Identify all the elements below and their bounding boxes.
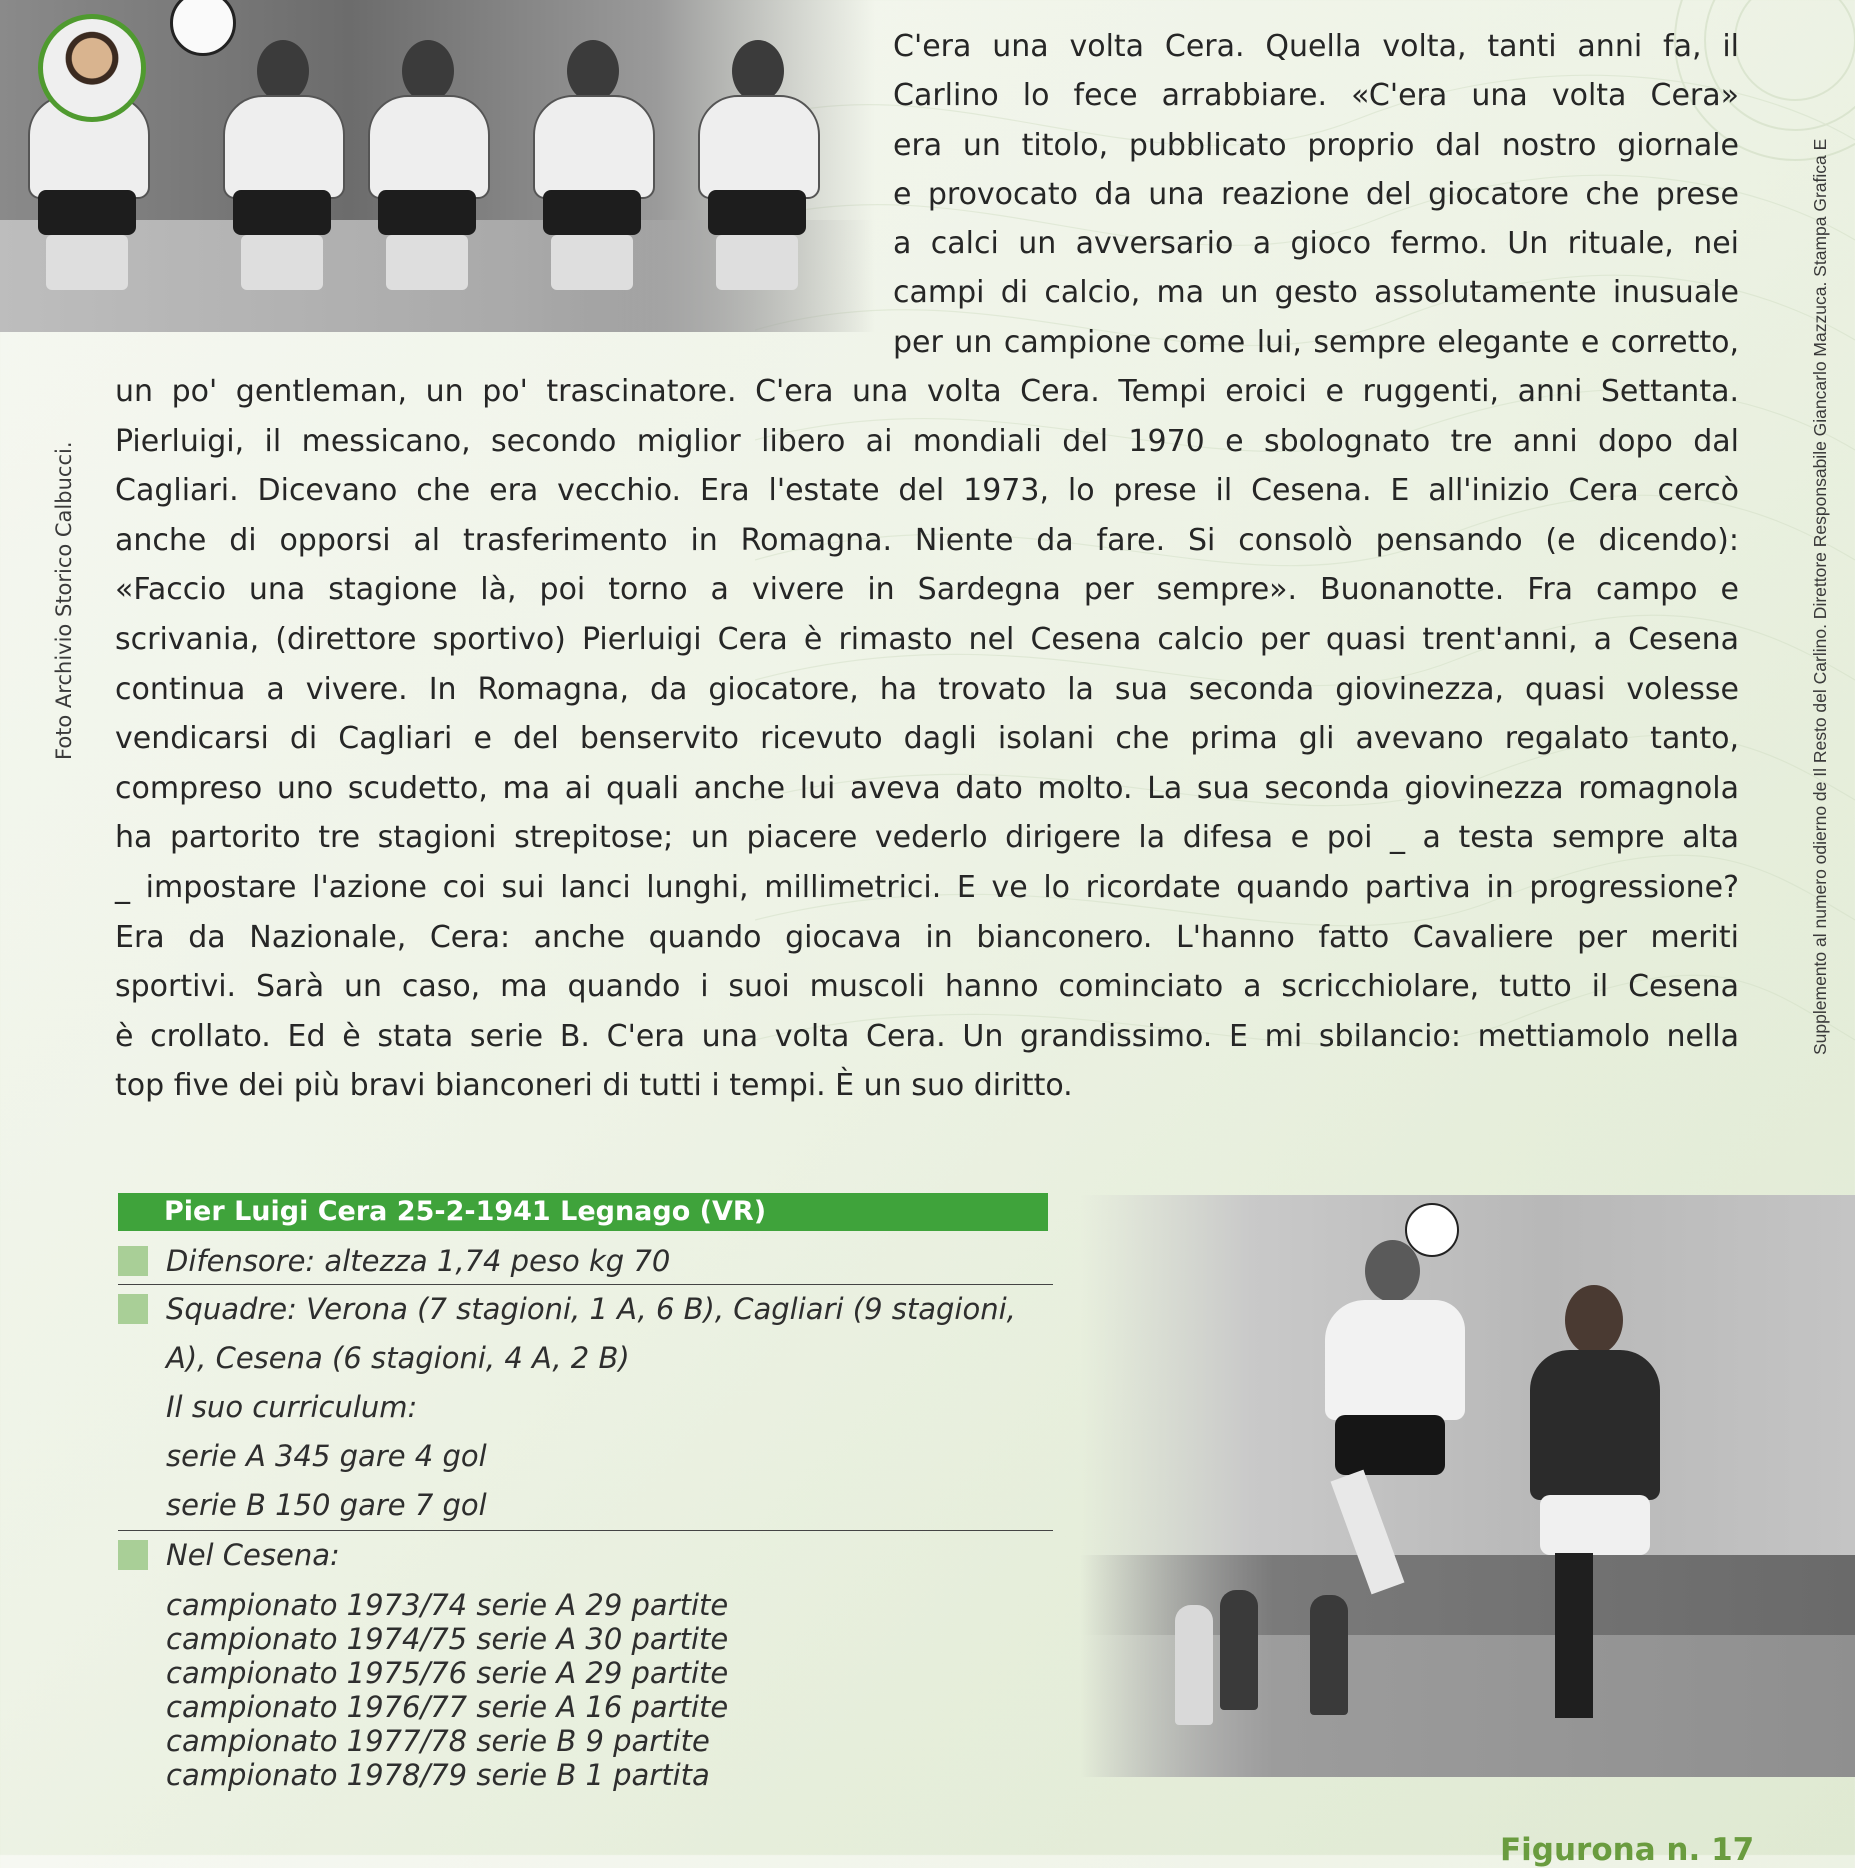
season-item: campionato 1974/75 serie A 30 partite (166, 1622, 729, 1656)
body-line: Era da Nazionale, Cera: anche quando giocava in bianconero. L'hanno fatto Cavaliere per meriti (115, 919, 1739, 955)
profile-teams-line: Squadre: Verona (7 stagioni, 1 A, 6 B), Cagliari (9 stagioni, (166, 1292, 1016, 1326)
intro-line: a calci un avversario a gioco fermo. Un rituale, nei (893, 226, 1739, 262)
bullet-square (118, 1294, 148, 1324)
publication-note: Supplemento al numero odierno de Il Resto del Carlino. Direttore Responsabile Giancarlo Mazzuca. Stampa Grafica E (1810, 138, 1830, 1055)
background-player (1175, 1605, 1213, 1725)
intro-line: e provocato da una reazione del giocatore che prese (893, 176, 1739, 212)
profile-header: Pier Luigi Cera 25-2-1941 Legnago (VR) (118, 1193, 1048, 1231)
body-line: «Faccio una stagione là, poi torno a vivere in Sardegna per sempre». Buonanotte. Fra campo e (115, 572, 1739, 608)
divider (118, 1284, 1053, 1285)
body-line: sportivi. Sarà un caso, ma quando i suoi muscoli hanno cominciato a scricchiolare, tutto il Cesena (115, 969, 1739, 1005)
profile-teams-row (118, 1290, 1053, 1530)
body-line: top five dei più bravi bianconeri di tutti i tempi. È un suo diritto. (115, 1068, 1073, 1104)
intro-line: Carlino lo fece arrabbiare. «C'era una volta Cera» (893, 78, 1739, 114)
body-line: Cagliari. Dicevano che era vecchio. Era l'estate del 1973, lo prese il Cesena. E all'inizio Cera cercò (115, 473, 1739, 509)
bullet-square (118, 1246, 148, 1276)
body-line: _ impostare l'azione coi sui lanci lunghi, millimetrici. E ve lo ricordate quando partiva in progressione? (115, 869, 1739, 905)
article-intro (893, 22, 1739, 367)
body-line: scrivania, (direttore sportivo) Pierluigi Cera è rimasto nel Cesena calcio per quasi trent'anni, a Cesena (115, 621, 1739, 657)
cesena-label-row (118, 1536, 1053, 1580)
season-item: campionato 1978/79 serie B 1 partita (166, 1758, 710, 1792)
player-figure (680, 40, 830, 290)
body-line: ha partorito tre stagioni strepitose; un piacere vederlo dirigere la difesa e poi _ a testa sempre alta (115, 820, 1739, 856)
player-heading-ball (1295, 1240, 1485, 1600)
intro-line: C'era una volta Cera. Quella volta, tanti anni fa, il (893, 29, 1739, 64)
season-item: campionato 1975/76 serie A 29 partite (166, 1656, 729, 1690)
background-player (1220, 1590, 1258, 1710)
body-line: un po' gentleman, un po' trascinatore. C'era una volta Cera. Tempi eroici e ruggenti, anni Settanta. (115, 374, 1739, 409)
cesena-seasons-list (166, 1588, 728, 1792)
body-line: continua a vivere. In Romagna, da giocatore, ha trovato la sua seconda giovinezza, quasi volesse (115, 671, 1739, 707)
photo-credit: Foto Archivio Storico Calbucci. (52, 441, 76, 760)
body-line: vendicarsi di Cagliari e del benservito ricevuto dagli isolani che prima gli avevano regalato tanto, (115, 721, 1739, 757)
profile-teams-line: A), Cesena (6 stagioni, 4 A, 2 B) (166, 1341, 630, 1375)
curriculum-label: Il suo curriculum: (166, 1390, 418, 1424)
serie-a-record: serie A 345 gare 4 gol (166, 1439, 487, 1473)
intro-line: per un campione come lui, sempre elegante e corretto, (893, 324, 1739, 360)
background-player (1310, 1595, 1348, 1715)
action-photo (1080, 1195, 1855, 1777)
portrait-avatar (38, 14, 146, 122)
player-figure (515, 40, 665, 290)
season-item: campionato 1977/78 serie B 9 partite (166, 1724, 710, 1758)
intro-line: era un titolo, pubblicato proprio dal nostro giornale (893, 127, 1739, 163)
player-figure (205, 40, 355, 290)
season-item: campionato 1973/74 serie A 29 partite (166, 1588, 729, 1622)
profile-role: Difensore: altezza 1,74 peso kg 70 (166, 1244, 671, 1278)
article-body (115, 367, 1739, 1111)
profile-role-row (118, 1240, 1053, 1284)
intro-line: campi di calcio, ma un gesto assolutamente inusuale (893, 275, 1739, 311)
body-line: è crollato. Ed è stata serie B. C'era una volta Cera. Un grandissimo. E mi sbilancio: mettiamolo nella (115, 1018, 1739, 1054)
team-photo (0, 0, 875, 332)
season-item: campionato 1976/77 serie A 16 partite (166, 1690, 729, 1724)
body-line: Pierluigi, il messicano, secondo miglior libero ai mondiali del 1970 e sbolognato tre anni dopo dal (115, 423, 1739, 459)
cesena-label: Nel Cesena: (166, 1538, 340, 1572)
body-line: compreso uno scudetto, ma ai quali anche lui aveva dato molto. La sua seconda giovinezza romagnola (115, 770, 1739, 806)
bullet-square (118, 1540, 148, 1570)
player-figure (350, 40, 500, 290)
body-line: anche di opporsi al trasferimento in Romagna. Niente da fare. Si consolò pensando (e dicendo): (115, 522, 1739, 558)
opponent-player (1480, 1285, 1670, 1735)
page-footer: Figurona n. 17 (1500, 1832, 1755, 1868)
divider (118, 1530, 1053, 1531)
serie-b-record: serie B 150 gare 7 gol (166, 1488, 487, 1522)
